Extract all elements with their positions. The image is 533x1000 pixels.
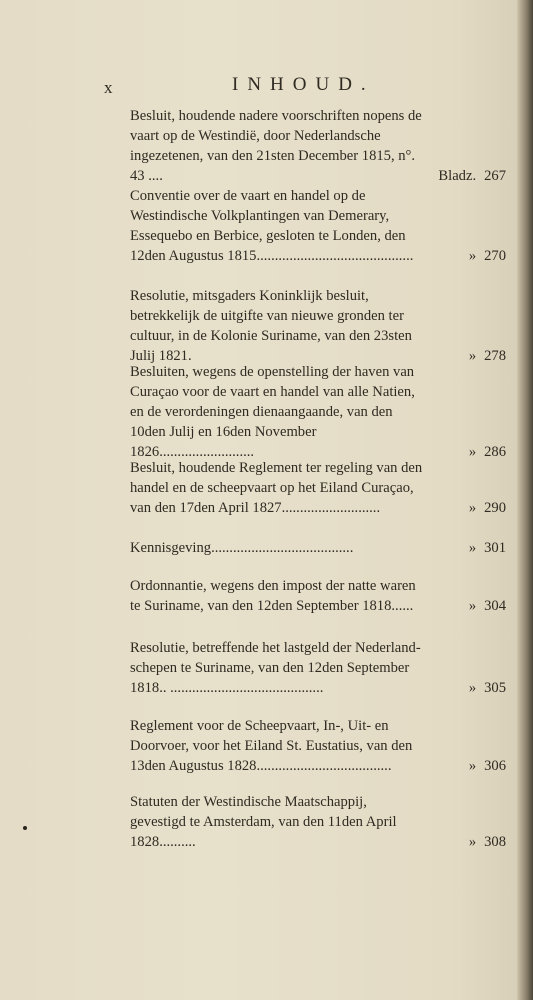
toc-entry-text: Besluiten, wegens de openstelling der haven van Curaçao voor de vaart en handel van alle Natien, en de verordeningen dienaangaande, van den 10den Julij en 16den November 1826.......................... <box>130 364 415 460</box>
page-edge-shadow <box>517 0 533 1000</box>
ink-spot <box>23 826 27 830</box>
toc-entry <box>116 576 506 616</box>
toc-entry-page-ref <box>469 678 506 698</box>
page-ref-prefix: » <box>468 598 477 614</box>
page-title: INHOUD. <box>232 74 375 95</box>
page-number: x <box>104 78 114 97</box>
toc-entry-text: Resolutie, betreffende het lastgeld der Nederland-schepen te Suriname, van den 12den September 1818.. .......................................... <box>130 640 421 696</box>
page-ref-number: 267 <box>484 168 506 184</box>
toc-entry-text: Reglement voor de Scheepvaart, In-, Uit- en Doorvoer, voor het Eiland St. Eustatius, van den 13den Augustus 1828..................................... <box>130 718 413 774</box>
toc-entry <box>116 362 506 462</box>
toc-entry <box>116 716 506 776</box>
page-ref-number: 305 <box>484 680 506 696</box>
toc-entry-text: Kennisgeving....................................... <box>130 540 354 556</box>
page-ref-prefix: » <box>468 348 477 364</box>
toc-entry-text: Besluit, houdende nadere voorschriften nopens de vaart op de Westindië, door Nederlandsche ingezetenen, van den 21sten December 1815, n°. 43 .... <box>130 108 422 184</box>
toc-entry <box>116 792 506 852</box>
page-ref-number: 270 <box>484 248 506 264</box>
toc-entry <box>116 186 506 266</box>
toc-entry-page-ref <box>469 538 506 558</box>
page-ref-number: 278 <box>484 348 506 364</box>
toc-entry <box>116 538 506 558</box>
toc-entry-text: Conventie over de vaart en handel op de Westindische Volkplantingen van Demerary, Essequebo en Berbice, gesloten te Londen, den 12den Augustus 1815........................................... <box>130 188 414 264</box>
page-ref-number: 304 <box>484 598 506 614</box>
toc-entry-text: Ordonnantie, wegens den impost der natte waren te Suriname, van den 12den September 1818...... <box>130 578 416 614</box>
toc-entry <box>116 286 506 366</box>
page-ref-prefix: » <box>468 444 477 460</box>
page-ref-number: 301 <box>484 540 506 556</box>
page-ref-number: 290 <box>484 500 506 516</box>
page-ref-number: 286 <box>484 444 506 460</box>
toc-entry <box>116 106 506 186</box>
page-ref-prefix: » <box>468 540 477 556</box>
toc-entry-text: Statuten der Westindische Maatschappij, gevestigd te Amsterdam, van den 11den April 1828.......... <box>130 794 397 850</box>
page-ref-prefix: » <box>468 500 477 516</box>
toc-entry-page-ref <box>469 832 506 852</box>
page-ref-number: 306 <box>484 758 506 774</box>
page-ref-prefix: » <box>468 758 477 774</box>
toc-entry-page-ref <box>469 756 506 776</box>
page-ref-prefix: Bladz. <box>438 168 477 184</box>
toc-entry-text: Besluit, houdende Reglement ter regeling van den handel en de scheepvaart op het Eiland Curaçao, van den 17den April 1827........................... <box>130 460 423 516</box>
toc-entry-page-ref <box>469 596 506 616</box>
page-ref-prefix: » <box>468 248 477 264</box>
toc-entry <box>116 638 506 698</box>
toc-entry-page-ref <box>469 246 506 266</box>
page-ref-prefix: » <box>468 834 477 850</box>
toc-entry <box>116 458 506 518</box>
page-ref-number: 308 <box>484 834 506 850</box>
toc-entry-text: Resolutie, mitsgaders Koninklijk besluit, betrekkelijk de uitgifte van nieuwe gronden ter cultuur, in de Kolonie Suriname, van den 23sten Julij 1821. <box>130 288 412 364</box>
toc-entry-page-ref <box>469 498 506 518</box>
toc-entry-page-ref <box>438 166 506 186</box>
page-ref-prefix: » <box>468 680 477 696</box>
